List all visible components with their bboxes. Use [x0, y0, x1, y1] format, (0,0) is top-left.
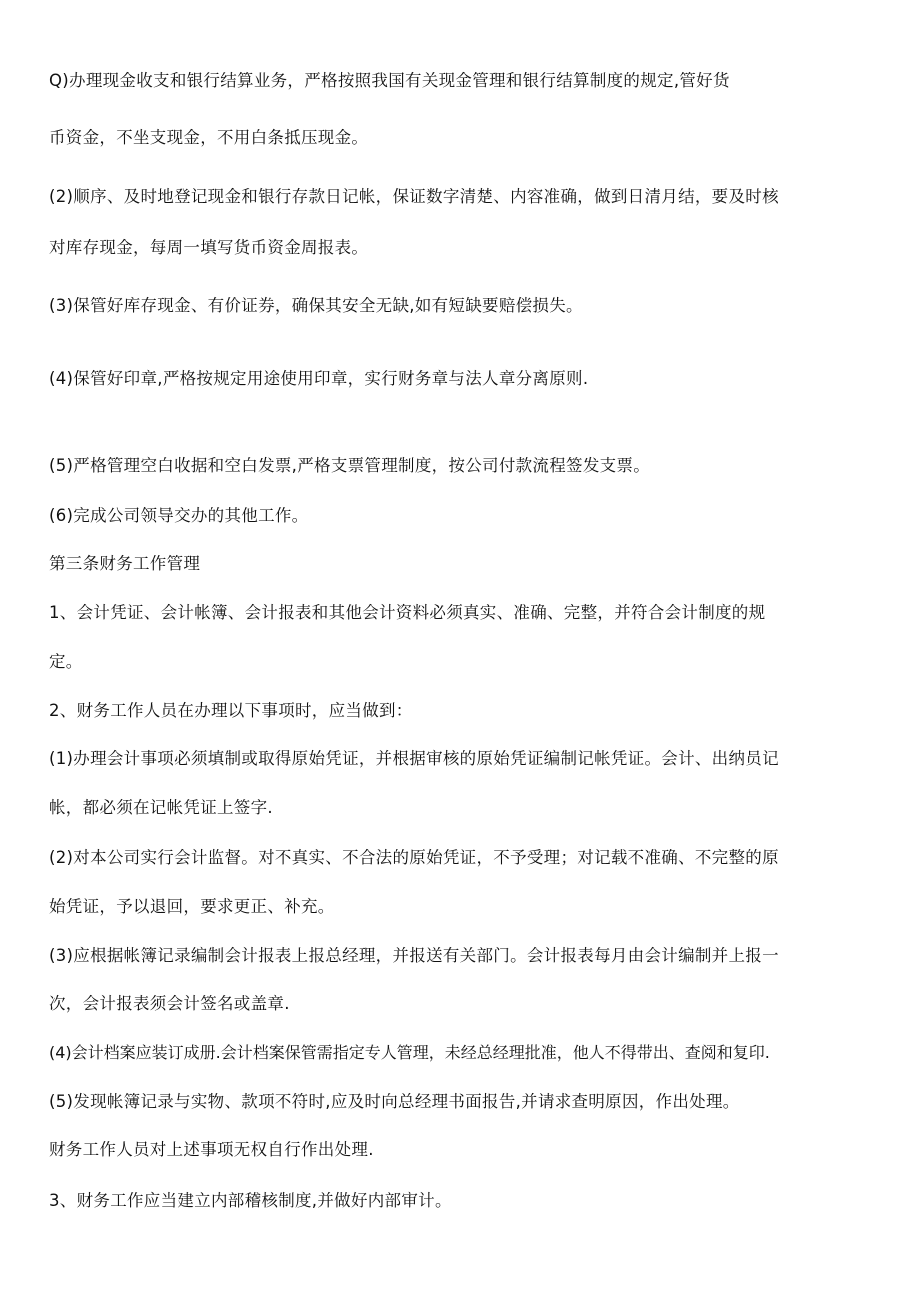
section-heading: 第三条财务工作管理 — [49, 554, 201, 573]
text-line: (2)对本公司实行会计监督。对不真实、不合法的原始凭证，不予受理；对记载不准确、不完整的原 — [49, 848, 779, 867]
text-line: (2)顺序、及时地登记现金和银行存款日记帐，保证数字清楚、内容准确，做到日清月结，要及时核 — [49, 187, 779, 206]
text-line: 次，会计报表须会计签名或盖章. — [49, 994, 290, 1013]
text-line: 币资金，不坐支现金，不用白条抵压现金。 — [49, 128, 369, 147]
text-line: 定。 — [49, 652, 83, 671]
text-line: (5)严格管理空白收据和空白发票,严格支票管理制度，按公司付款流程签发支票。 — [49, 456, 651, 475]
text-line: (4)会计档案应装订成册.会计档案保管需指定专人管理，未经总经理批准，他人不得带出、查阅和复印. — [49, 1043, 770, 1062]
text-line: 帐，都必须在记帐凭证上签字. — [49, 798, 273, 817]
text-line: 财务工作人员对上述事项无权自行作出处理. — [49, 1140, 374, 1159]
text-line: (5)发现帐簿记录与实物、款项不符时,应及时向总经理书面报告,并请求查明原因，作出处理。 — [49, 1092, 740, 1111]
text-line: (3)应根据帐簿记录编制会计报表上报总经理，并报送有关部门。会计报表每月由会计编制并上报一 — [49, 946, 779, 965]
text-line: (1)办理会计事项必须填制或取得原始凭证，并根据审核的原始凭证编制记帐凭证。会计、出纳员记 — [49, 749, 779, 768]
text-line: (3)保管好库存现金、有价证券，确保其安全无缺,如有短缺要赔偿损失。 — [49, 296, 583, 315]
text-line: 2、财务工作人员在办理以下事项时，应当做到： — [49, 701, 413, 720]
text-line: 对库存现金，每周一填写货币资金周报表。 — [49, 238, 369, 257]
text-line: (6)完成公司领导交办的其他工作。 — [49, 506, 309, 525]
text-line: (4)保管好印章,严格按规定用途使用印章，实行财务章与法人章分离原则. — [49, 369, 589, 388]
text-line: 始凭证，予以退回，要求更正、补充。 — [49, 897, 335, 916]
text-line: 3、财务工作应当建立内部稽核制度,并做好内部审计。 — [49, 1191, 452, 1210]
text-line: Q)办理现金收支和银行结算业务，严格按照我国有关现金管理和银行结算制度的规定,管好货 — [49, 71, 730, 90]
text-line: 1、会计凭证、会计帐簿、会计报表和其他会计资料必须真实、准确、完整，并符合会计制度的规 — [49, 603, 766, 622]
